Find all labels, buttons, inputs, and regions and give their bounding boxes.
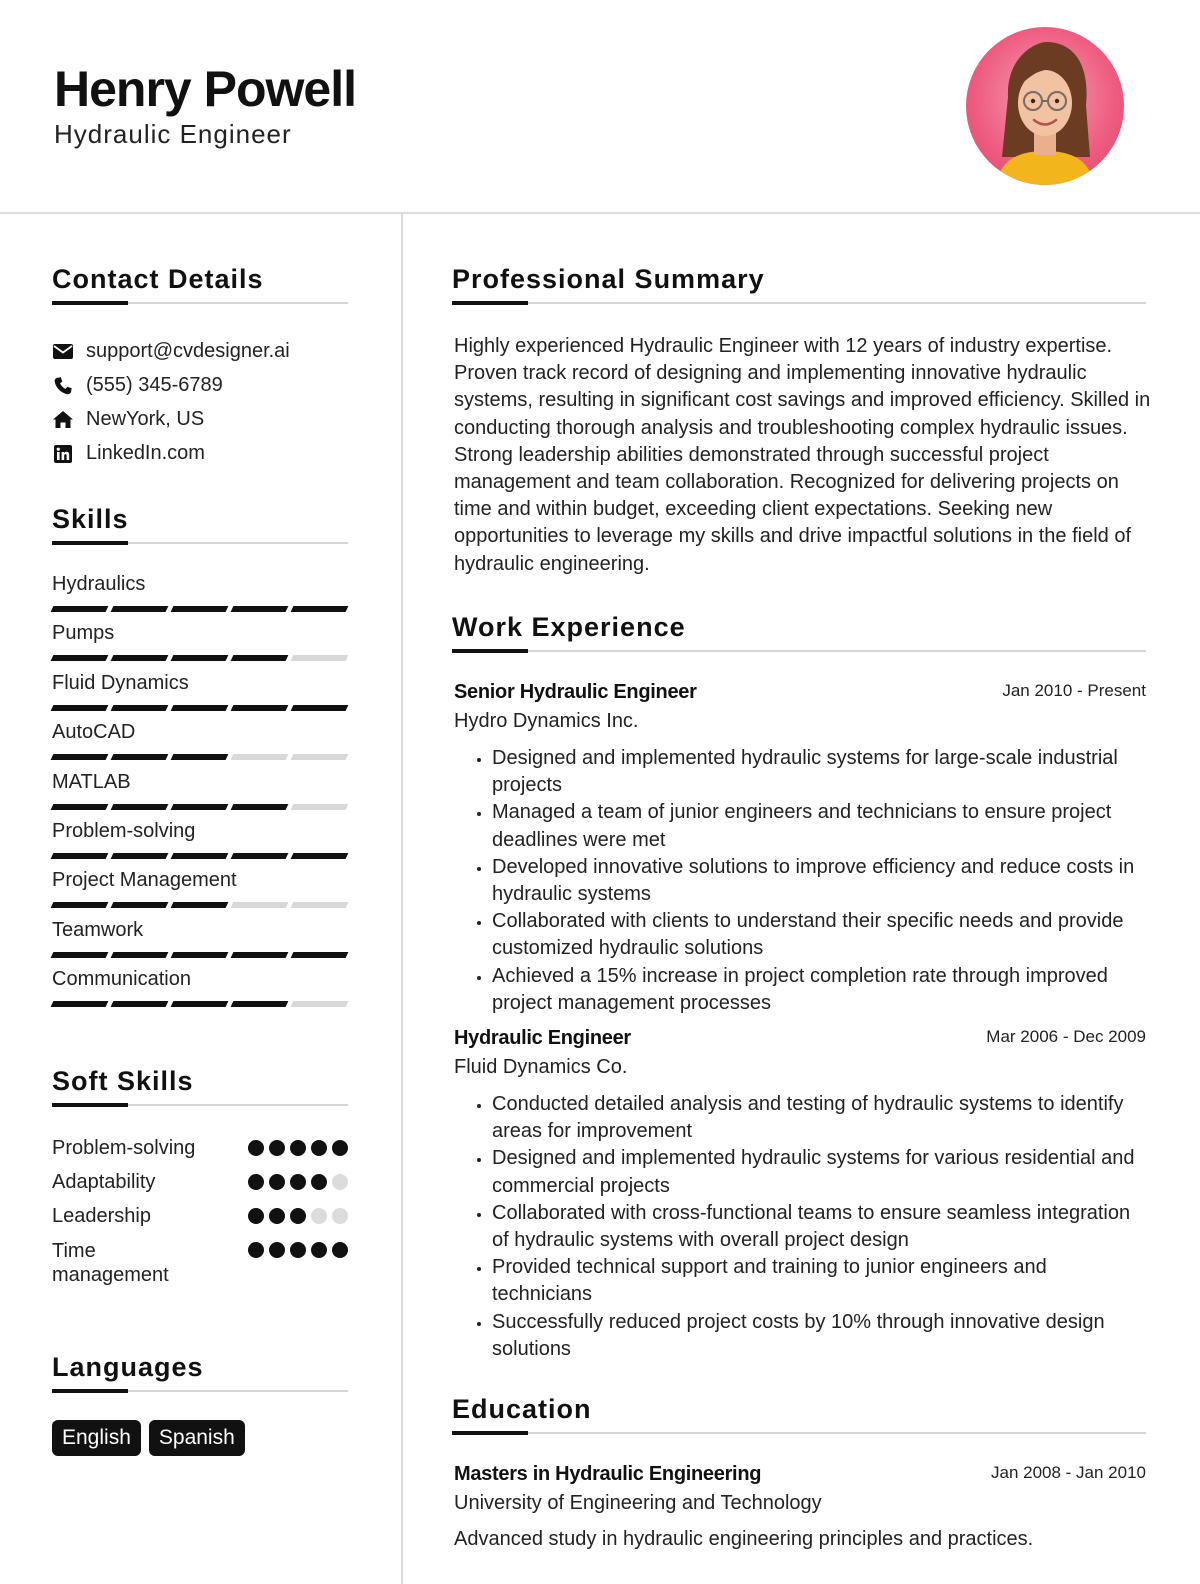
skill-name: Teamwork [52, 918, 144, 941]
rating-dot [269, 1174, 285, 1190]
heading-accent [52, 1389, 128, 1393]
skill-level-segment [111, 902, 169, 908]
skill-level-segment [231, 804, 289, 810]
skill-level-bar [52, 606, 347, 612]
soft-skill-name: Time management [52, 1240, 169, 1286]
summary-heading: Professional Summary [452, 264, 765, 294]
skill-level-segment [291, 853, 349, 859]
rating-dot [332, 1208, 348, 1224]
linkedin-icon [52, 444, 74, 464]
summary-section-heading [452, 264, 1146, 306]
skill-level-segment [111, 804, 169, 810]
soft-skill-name: Problem-solving [52, 1137, 196, 1159]
rating-dot [332, 1242, 348, 1258]
home-icon [52, 410, 74, 430]
skill-level-bar [52, 754, 347, 760]
skill-item [52, 820, 348, 843]
contact-linkedin[interactable] [52, 442, 205, 465]
job-company: Fluid Dynamics Co. [454, 1056, 628, 1078]
skills-section-heading [52, 504, 348, 546]
rating-dot [311, 1242, 327, 1258]
contact-section-heading [52, 264, 348, 306]
languages-list [52, 1420, 245, 1456]
contact-phone[interactable] [52, 374, 223, 397]
skill-level-segment [51, 754, 109, 760]
skill-name: Hydraulics [52, 573, 146, 595]
heading-accent [452, 1431, 528, 1435]
soft-skills-section-heading [52, 1066, 348, 1108]
soft-skill-item [52, 1205, 348, 1228]
skill-item [52, 622, 348, 645]
languages-heading: Languages [52, 1352, 204, 1382]
soft-skill-item [52, 1239, 348, 1287]
soft-skill-name: Adaptability [52, 1171, 156, 1193]
education-description: Advanced study in hydraulic engineering principles and practices. [454, 1528, 1034, 1550]
skill-level-segment [291, 606, 349, 612]
skill-level-segment [171, 853, 229, 859]
skill-level-segment [111, 655, 169, 661]
skill-level-segment [231, 1001, 289, 1007]
education-heading: Education [452, 1394, 592, 1424]
skill-item [52, 869, 348, 892]
skill-level-segment [51, 655, 109, 661]
language-badge: Spanish [149, 1420, 245, 1456]
skill-level-bar [52, 705, 347, 711]
skill-level-segment [231, 853, 289, 859]
job-title: Hydraulic Engineer [454, 1027, 631, 1049]
skill-level-segment [171, 804, 229, 810]
contact-heading: Contact Details [52, 264, 264, 294]
soft-skill-rating [248, 1174, 348, 1190]
rating-dot [311, 1140, 327, 1156]
education-section-heading [452, 1394, 1146, 1436]
skill-level-segment [291, 705, 349, 711]
job-entry [454, 1027, 1146, 1363]
heading-rule [452, 302, 1146, 304]
skill-level-segment [291, 952, 349, 958]
contact-email[interactable] [52, 340, 290, 363]
rating-dot [311, 1174, 327, 1190]
job-bullet: • Designed and implemented hydraulic systems for large-scale industrial projects [492, 745, 1146, 799]
skill-level-segment [51, 952, 109, 958]
soft-skill-name: Leadership [52, 1205, 151, 1227]
job-bullet: • Achieved a 15% increase in project completion rate through improved project management processes [492, 963, 1146, 1017]
job-bullets [454, 1091, 1146, 1363]
skill-name: Communication [52, 968, 191, 991]
rating-dot [248, 1174, 264, 1190]
contact-location-text: NewYork, US [86, 408, 205, 430]
skill-level-segment [231, 754, 289, 760]
education-school: University of Engineering and Technology [454, 1492, 822, 1514]
skill-level-segment [171, 1001, 229, 1007]
skill-level-segment [291, 1001, 349, 1007]
avatar [966, 27, 1124, 185]
skill-level-segment [111, 1001, 169, 1007]
skill-item [52, 721, 348, 744]
skill-level-segment [171, 655, 229, 661]
skills-heading: Skills [52, 504, 129, 534]
rating-dot [248, 1140, 264, 1156]
skill-level-segment [171, 952, 229, 958]
resume-header [0, 0, 1200, 214]
skill-level-segment [231, 606, 289, 612]
job-date: Mar 2006 - Dec 2009 [986, 1027, 1146, 1046]
skill-item [52, 573, 348, 596]
skill-level-segment [291, 902, 349, 908]
job-date: Jan 2010 - Present [1002, 681, 1146, 700]
languages-section-heading [52, 1352, 348, 1394]
rating-dot [332, 1140, 348, 1156]
skill-level-segment [111, 754, 169, 760]
soft-skill-rating [248, 1242, 348, 1258]
rating-dot [269, 1140, 285, 1156]
skill-level-segment [231, 705, 289, 711]
phone-icon [52, 376, 74, 396]
skill-level-segment [111, 853, 169, 859]
skill-item [52, 919, 348, 942]
skill-level-segment [111, 705, 169, 711]
heading-accent [52, 1103, 128, 1107]
skill-level-bar [52, 1001, 347, 1007]
skill-level-segment [51, 1001, 109, 1007]
heading-accent [452, 649, 528, 653]
job-bullet: • Conducted detailed analysis and testing of hydraulic systems to identify areas for improvement [492, 1091, 1146, 1145]
rating-dot [290, 1242, 306, 1258]
skill-level-segment [51, 705, 109, 711]
job-bullet: • Provided technical support and training to junior engineers and technicians [492, 1254, 1146, 1308]
rating-dot [269, 1242, 285, 1258]
skill-level-segment [231, 902, 289, 908]
contact-phone-text: (555) 345-6789 [86, 374, 223, 396]
skill-name: Problem-solving [52, 820, 196, 842]
skill-level-bar [52, 902, 347, 908]
skill-level-segment [51, 853, 109, 859]
work-section-heading [452, 612, 1146, 654]
candidate-name: Henry Powell [54, 61, 356, 117]
rating-dot [311, 1208, 327, 1224]
heading-rule [452, 650, 1146, 652]
work-heading: Work Experience [452, 612, 686, 642]
rating-dot [248, 1242, 264, 1258]
skill-level-bar [52, 952, 347, 958]
rating-dot [290, 1174, 306, 1190]
job-bullet: • Successfully reduced project costs by 10% through innovative design solutions [492, 1309, 1146, 1363]
soft-skill-item [52, 1171, 348, 1194]
avatar-portrait-icon [966, 27, 1124, 185]
soft-skills-heading: Soft Skills [52, 1066, 194, 1096]
skill-name: Fluid Dynamics [52, 671, 189, 694]
skill-name: AutoCAD [52, 721, 136, 744]
job-bullet: • Collaborated with cross-functional teams to ensure seamless integration of hydraulic systems with overall project design [492, 1200, 1146, 1254]
job-bullet: • Developed innovative solutions to improve efficiency and reduce costs in hydraulic systems [492, 854, 1146, 908]
heading-accent [52, 301, 128, 305]
contact-email-text: support@cvdesigner.ai [86, 340, 290, 362]
skill-level-segment [171, 606, 229, 612]
skill-item [52, 968, 348, 991]
skill-level-segment [171, 705, 229, 711]
column-divider [401, 214, 403, 1584]
skill-level-segment [111, 606, 169, 612]
rating-dot [290, 1140, 306, 1156]
education-entry [454, 1463, 1146, 1551]
skill-level-segment [231, 952, 289, 958]
skill-level-segment [51, 606, 109, 612]
skill-level-segment [171, 902, 229, 908]
education-date: Jan 2008 - Jan 2010 [990, 1463, 1146, 1482]
job-entry [454, 681, 1146, 1017]
rating-dot [248, 1208, 264, 1224]
skill-name: Project Management [52, 869, 237, 892]
job-company: Hydro Dynamics Inc. [454, 710, 639, 732]
rating-dot [332, 1174, 348, 1190]
envelope-icon [52, 342, 74, 362]
summary-text: Highly experienced Hydraulic Engineer with 12 years of industry expertise. Proven track record of designing and implementing innovative hydraulic systems, resulting in significant cost savings and improved efficiency. Skilled in conducting thorough analysis and troubleshooting complex hydraulic issues. Strong leadership abilities demonstrated through successful project management and team collaboration. Recognized for delivering projects on time and within budget, exceeding client expectations. Seeking new opportunities to leverage my skills and drive impactful solutions in the field of hydraulic engineering. [454, 335, 1151, 575]
heading-accent [452, 301, 528, 305]
skill-level-segment [51, 902, 109, 908]
skill-level-segment [291, 754, 349, 760]
skill-level-segment [111, 952, 169, 958]
skill-item [52, 771, 348, 794]
skill-item [52, 672, 348, 695]
job-bullet: • Designed and implemented hydraulic systems for various residential and commercial projects [492, 1145, 1146, 1199]
soft-skill-rating [248, 1140, 348, 1156]
heading-rule [452, 1432, 1146, 1434]
job-bullet: • Collaborated with clients to understand their specific needs and provide customized hydraulic solutions [492, 908, 1146, 962]
candidate-role: Hydraulic Engineer [54, 119, 292, 149]
education-degree: Masters in Hydraulic Engineering [454, 1463, 762, 1485]
skill-level-segment [291, 655, 349, 661]
rating-dot [290, 1208, 306, 1224]
soft-skill-item [52, 1137, 348, 1160]
skill-level-segment [171, 754, 229, 760]
job-title: Senior Hydraulic Engineer [454, 681, 697, 703]
language-badge: English [52, 1420, 141, 1456]
contact-location [52, 408, 204, 431]
rating-dot [269, 1208, 285, 1224]
contact-linkedin-text: LinkedIn.com [86, 442, 205, 464]
skill-level-bar [52, 804, 347, 810]
skill-level-segment [291, 804, 349, 810]
skill-level-segment [51, 804, 109, 810]
soft-skill-rating [248, 1208, 348, 1224]
job-bullets [454, 745, 1146, 1017]
skill-name: MATLAB [52, 770, 131, 793]
job-bullet: • Managed a team of junior engineers and technicians to ensure project deadlines were met [492, 799, 1146, 853]
heading-accent [52, 541, 128, 545]
skill-level-segment [231, 655, 289, 661]
skill-name: Pumps [52, 622, 115, 645]
skill-level-bar [52, 655, 347, 661]
skill-level-bar [52, 853, 347, 859]
